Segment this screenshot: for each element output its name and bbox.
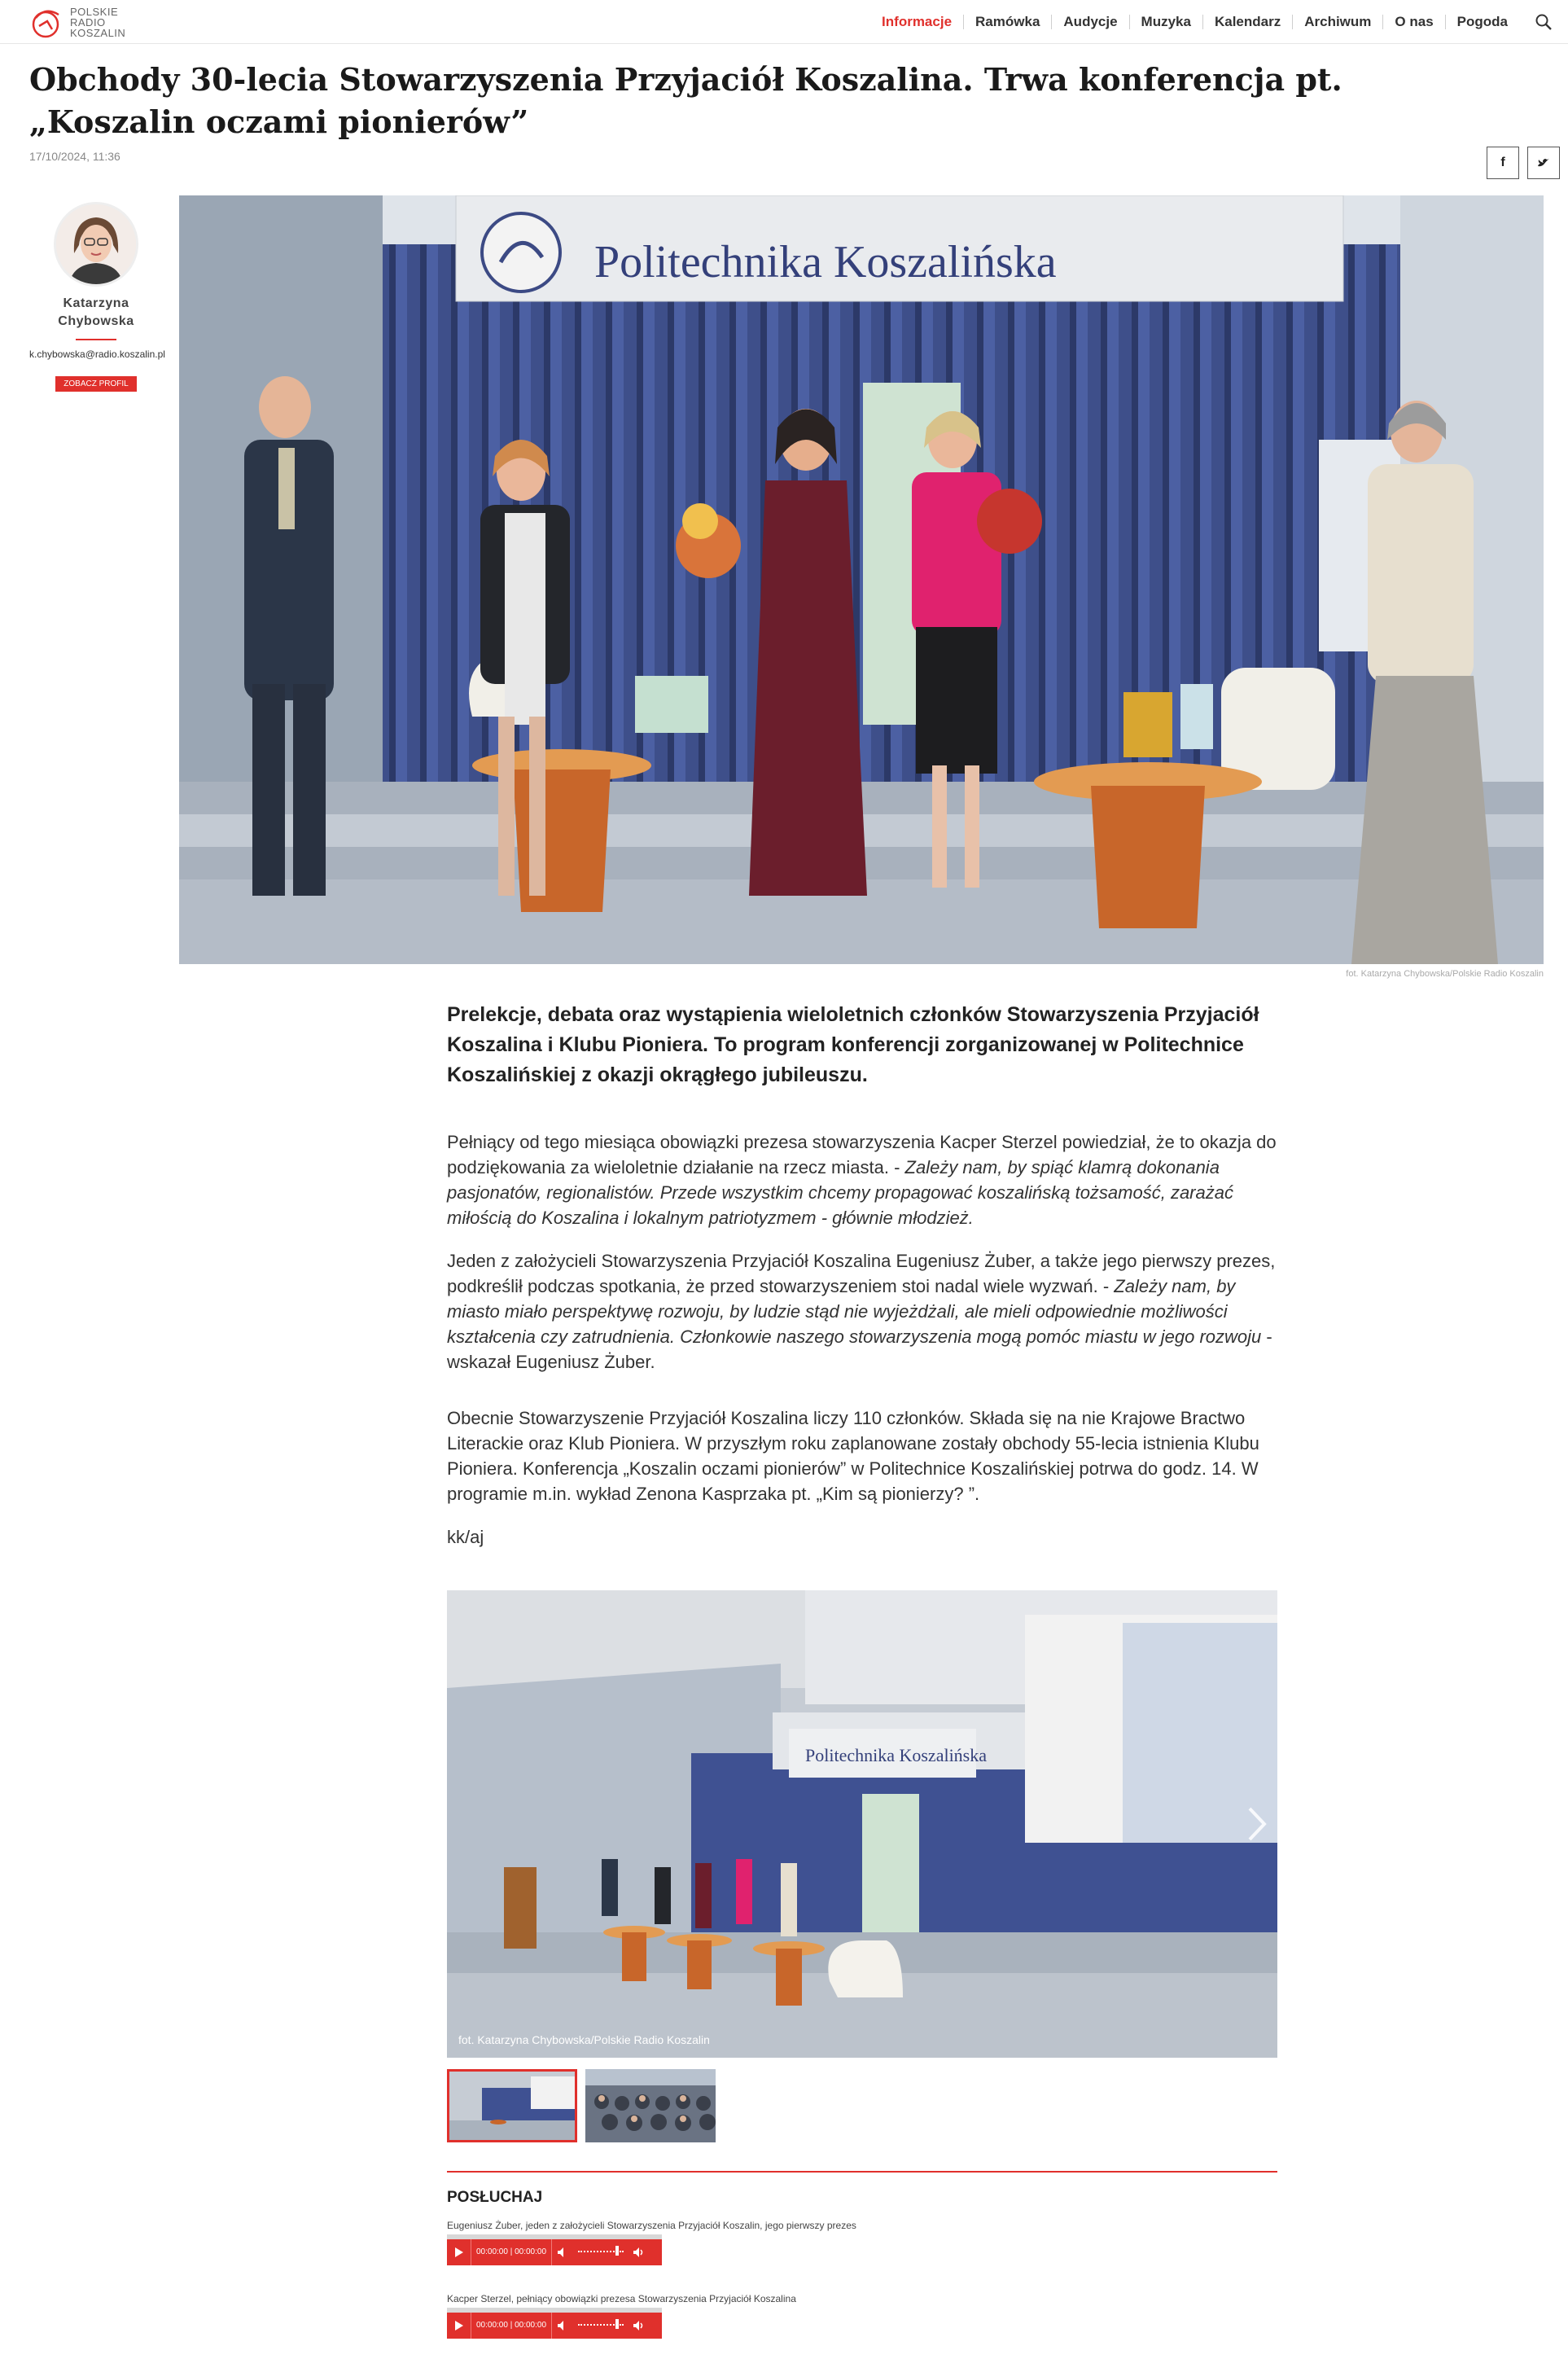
logo-line-1: POLSKIE <box>70 5 119 18</box>
audio-track-label: Eugeniusz Żuber, jeden z założycieli Stowarzyszenia Przyjaciół Koszalin, jego pierwszy prezes <box>447 2220 856 2231</box>
nav-kalendarz[interactable]: Kalendarz <box>1203 15 1293 29</box>
audio-track-label: Kacper Sterzel, pełniący obowiązki prezesa Stowarzyszenia Przyjaciół Koszalina <box>447 2293 796 2304</box>
volume-slider[interactable] <box>578 2251 624 2254</box>
article-lead: Prelekcje, debata oraz wystąpienia wieloletnich członków Stowarzyszenia Przyjaciół Koszalina i Klubu Pioniera. To program konferencji zorganizowanej w Politechnice Koszalińskiej z okazji okrągłego jubileuszu. <box>447 1003 1259 1086</box>
play-icon <box>454 2320 464 2331</box>
nav-muzyka[interactable]: Muzyka <box>1130 15 1203 29</box>
radio-logo-icon <box>29 5 65 41</box>
photo-gallery[interactable] <box>447 1590 1277 2058</box>
author-portrait-image <box>56 204 136 284</box>
conference-stage-image <box>179 195 1544 964</box>
article-title: Obchody 30-lecia Stowarzyszenia Przyjaciół Koszalina. Trwa konferencja pt. „Koszalin oczami pionierów” <box>29 61 1342 140</box>
main-photo-credit: fot. Katarzyna Chybowska/Polskie Radio Koszalin <box>1346 969 1544 979</box>
max-volume-button[interactable] <box>629 2313 650 2339</box>
mute-button[interactable] <box>552 2239 573 2265</box>
paragraph-2-quote: Zależy nam, by miasto miało perspektywę rozwoju, by ludzie stąd nie wyjeżdżali, ale mieli odpowiednie możliwości kształcenia czy zatrudnienia. Członkowie naszego stowarzyszenia mogą pomóc miastu w jego rozwoju <box>447 1276 1262 1347</box>
gallery-thumbnails <box>447 2069 716 2142</box>
search-icon[interactable] <box>1534 12 1553 32</box>
paragraph-2-tail: - wskazał Eugeniusz Żuber. <box>447 1326 1272 1372</box>
volume-handle[interactable] <box>615 2319 619 2329</box>
volume-max-icon <box>633 2247 646 2258</box>
gallery-next-arrow-icon[interactable] <box>1242 1804 1271 1844</box>
audio-time: 00:00:00 | 00:00:00 <box>471 2239 552 2265</box>
article-paragraph-2 <box>447 1248 1277 1375</box>
gallery-hall-image <box>447 1590 1277 2058</box>
author-name[interactable] <box>29 295 163 331</box>
volume-slider[interactable] <box>578 2324 624 2327</box>
author-avatar[interactable] <box>54 202 138 287</box>
volume-icon <box>557 2320 568 2331</box>
twitter-share-button[interactable] <box>1527 147 1560 179</box>
author-divider <box>76 339 116 340</box>
paragraph-2-text: Jeden z założycieli Stowarzyszenia Przyjaciół Koszalina Eugeniusz Żuber, a także jego pierwszy prezes, podkreślił podczas spotkania, że przed stowarzyszeniem stoi nadal wiele wyzwań. - <box>447 1251 1276 1296</box>
nav-audycje[interactable]: Audycje <box>1052 15 1129 29</box>
play-button[interactable] <box>447 2239 471 2265</box>
play-button[interactable] <box>447 2313 471 2339</box>
audio-track-2 <box>447 2293 1277 2339</box>
banner-title-text: Politechnika Koszalińska <box>594 237 1057 287</box>
logo-line-2: RADIO <box>70 15 106 29</box>
article-date: 17/10/2024, 11:36 <box>29 150 120 163</box>
main-nav <box>870 0 1519 44</box>
audio-time: 00:00:00 | 00:00:00 <box>471 2313 552 2339</box>
gallery-banner-text: Politechnika Koszalińska <box>805 1745 988 1765</box>
thumb-2-image <box>585 2069 716 2142</box>
twitter-icon <box>1537 157 1550 169</box>
logo-wordmark <box>70 7 125 39</box>
article-signature: kk/aj <box>447 1527 484 1547</box>
volume-max-icon <box>633 2320 646 2331</box>
site-logo[interactable] <box>29 5 125 41</box>
top-bar <box>0 0 1568 44</box>
paragraph-1-quote: Zależy nam, by spiąć klamrą dokonania pasjonatów, regionalistów. Przede wszystkim chcemy propagować koszalińską tożsamość, zarażać miłością do Koszalina i lokalnym patriotyzmem - głównie młodzież. <box>447 1157 1233 1228</box>
facebook-icon: f <box>1500 156 1505 169</box>
article-paragraph-3: Obecnie Stowarzyszenie Przyjaciół Koszalina liczy 110 członków. Składa się na nie Krajowe Bractwo Literackie oraz Klub Pioniera. W przyszłym roku zaplanowane zostały obchody 55-lecia istnienia Klubu Pioniera. Konferencja „Koszalin oczami pionierów” w Politechnice Koszalińskiej potrwa do godz. 14. W programie m.in. wykład Zenona Kasprzaka pt. „Kim są pionierzy? ”. <box>447 1408 1259 1504</box>
logo-line-3: KOSZALIN <box>70 26 126 39</box>
gallery-photo-credit: fot. Katarzyna Chybowska/Polskie Radio Koszalin <box>458 2033 710 2046</box>
thumb-1-image <box>449 2072 575 2140</box>
article-body <box>447 1000 1277 1550</box>
article-paragraph-1 <box>447 1129 1277 1230</box>
author-box <box>29 202 163 392</box>
paragraph-1-text: Pełniący od tego miesiąca obowiązki prezesa stowarzyszenia Kacper Sterzel powiedział, że to okazja do podziękowania za wieloletnie działanie na rzecz miasta. - <box>447 1132 1277 1177</box>
listen-section <box>447 2171 1277 2339</box>
volume-icon <box>557 2247 568 2258</box>
listen-title: POSŁUCHAJ <box>447 2189 543 2206</box>
nav-ramowka[interactable]: Ramówka <box>964 15 1052 29</box>
author-first-name: Katarzyna <box>63 296 129 310</box>
nav-informacje[interactable]: Informacje <box>870 15 964 29</box>
audio-player <box>447 2239 662 2265</box>
nav-o-nas[interactable]: O nas <box>1383 15 1445 29</box>
see-profile-button[interactable]: ZOBACZ PROFIL <box>55 376 136 392</box>
main-photo <box>179 195 1544 964</box>
facebook-share-button[interactable] <box>1487 147 1519 179</box>
nav-archiwum[interactable]: Archiwum <box>1293 15 1383 29</box>
mute-button[interactable] <box>552 2313 573 2339</box>
author-email[interactable]: k.chybowska@radio.koszalin.pl <box>29 349 165 360</box>
gallery-thumb-1[interactable] <box>447 2069 577 2142</box>
nav-pogoda[interactable]: Pogoda <box>1456 14 1508 29</box>
author-last-name: Chybowska <box>58 314 134 328</box>
audio-track-1 <box>447 2220 1277 2265</box>
volume-handle[interactable] <box>615 2246 619 2256</box>
max-volume-button[interactable] <box>629 2239 650 2265</box>
audio-player <box>447 2313 662 2339</box>
gallery-thumb-2[interactable] <box>585 2069 716 2142</box>
play-icon <box>454 2247 464 2258</box>
